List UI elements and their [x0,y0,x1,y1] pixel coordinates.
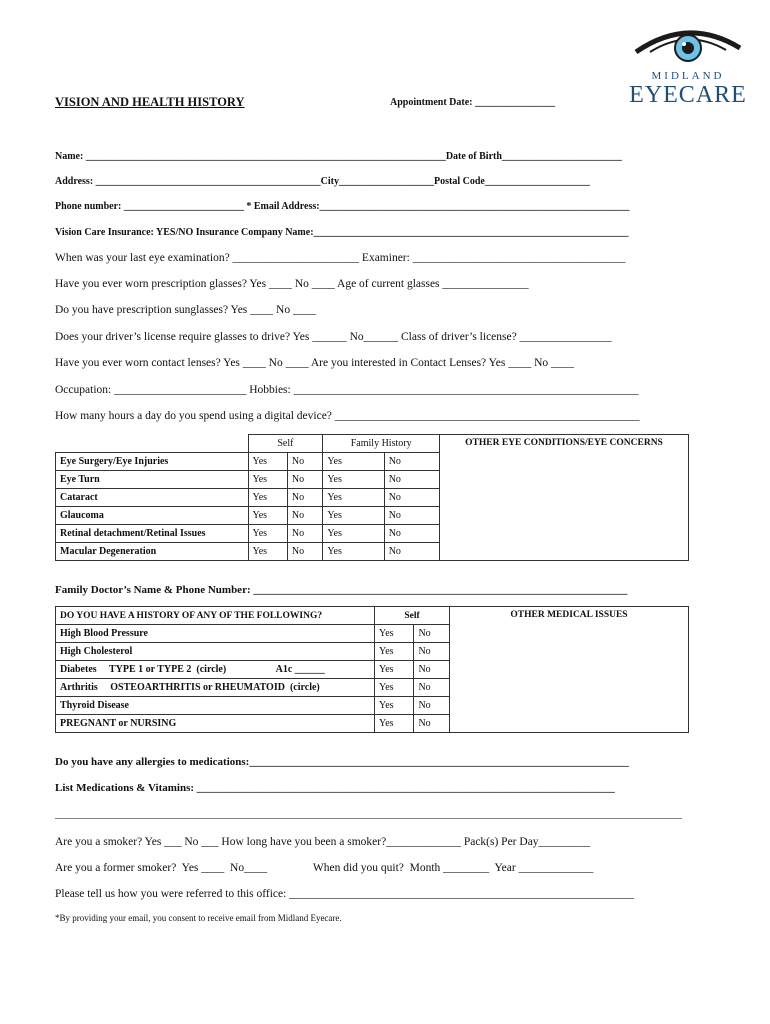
self-yes-option[interactable]: Yes [248,471,287,489]
history-question-header: DO YOU HAVE A HISTORY OF ANY OF THE FOLLOWING? [56,607,375,625]
medical-condition-label: High Blood Pressure [56,625,375,643]
medical-condition-label: Diabetes TYPE 1 or TYPE 2 (circle) A1c ______ [56,661,375,679]
other-eye-conditions-header: OTHER EYE CONDITIONS/EYE CONCERNS [465,438,663,448]
referral-field[interactable]: Please tell us how you were referred to this office: ____________________________________________________________ [55,888,635,900]
family-history-header: Family History [323,435,440,453]
condition-label: Cataract [56,489,249,507]
condition-label: Eye Turn [56,471,249,489]
family-yes-option[interactable]: Yes [323,525,384,543]
self-no-option[interactable]: No [287,525,322,543]
self-no-option[interactable]: No [287,471,322,489]
self-no-option[interactable]: No [414,625,450,643]
contacts-question[interactable]: Have you ever worn contact lenses? Yes ____ No ____ Are you interested in Contact Lenses? Yes ____ No ____ [55,357,575,369]
digital-device-question[interactable]: How many hours a day do you spend using a digital device? _____________________________________________________ [55,410,640,422]
occupation-field[interactable]: Occupation: _______________________ Hobbies: ____________________________________________________________ [55,384,639,396]
former-smoker-question[interactable]: Are you a former smoker? Yes ____ No____ When did you quit? Month ________ Year _____________ [55,862,594,874]
medical-history-table [55,606,689,733]
drivers-license-question[interactable]: Does your driver’s license require glasses to drive? Yes ______ No______ Class of driver’s license? ________________ [55,331,612,343]
email-consent-footnote: *By providing your email, you consent to receive email from Midland Eyecare. [55,913,342,923]
name-field[interactable]: Name: ________________________________________________________________________Date of Birth________________________ [55,151,622,162]
smoker-question[interactable]: Are you a smoker? Yes ___ No ___ How long have you been a smoker?_____________ Pack(s) Per Day_________ [55,836,591,848]
family-yes-option[interactable]: Yes [323,507,384,525]
self-yes-option[interactable]: Yes [375,715,414,733]
eye-conditions-table [55,434,689,561]
other-eye-conditions-box[interactable] [440,435,689,561]
page-title: VISION AND HEALTH HISTORY [55,95,245,109]
medical-condition-label: Arthritis OSTEOARTHRITIS or RHEUMATOID (circle) [56,679,375,697]
glasses-question[interactable]: Have you ever worn prescription glasses? Yes ____ No ____ Age of current glasses _______________ [55,278,529,290]
eye-icon [628,22,748,70]
condition-label: Eye Surgery/Eye Injuries [56,453,249,471]
self-yes-option[interactable]: Yes [248,543,287,561]
family-doctor-field[interactable]: Family Doctor’s Name & Phone Number: ____________________________________________________________________ [55,584,628,596]
self-yes-option[interactable]: Yes [375,679,414,697]
family-no-option[interactable]: No [384,543,439,561]
family-yes-option[interactable]: Yes [323,489,384,507]
self-no-option[interactable]: No [414,715,450,733]
self-yes-option[interactable]: Yes [375,625,414,643]
condition-label: Retinal detachment/Retinal Issues [56,525,249,543]
self-yes-option[interactable]: Yes [375,661,414,679]
self-no-option[interactable]: No [287,543,322,561]
family-no-option[interactable]: No [384,489,439,507]
self-header: Self [248,435,323,453]
self-yes-option[interactable]: Yes [248,507,287,525]
medical-condition-label: High Cholesterol [56,643,375,661]
self-yes-option[interactable]: Yes [248,525,287,543]
self-no-option[interactable]: No [287,507,322,525]
medications-continued-field[interactable]: __________________________________________________________________________________________________________________ [55,808,682,820]
family-no-option[interactable]: No [384,507,439,525]
medical-condition-label: Thyroid Disease [56,697,375,715]
medical-condition-label: PREGNANT or NURSING [56,715,375,733]
self-no-option[interactable]: No [287,489,322,507]
self-yes-option[interactable]: Yes [248,453,287,471]
self-no-option[interactable]: No [414,679,450,697]
self-yes-option[interactable]: Yes [375,643,414,661]
midland-eyecare-logo [628,22,748,112]
family-yes-option[interactable]: Yes [323,453,384,471]
phone-field[interactable]: Phone number: ________________________ * Email Address:______________________________________________________________ [55,201,630,212]
sunglasses-question[interactable]: Do you have prescription sunglasses? Yes ____ No ____ [55,304,316,316]
family-no-option[interactable]: No [384,453,439,471]
family-yes-option[interactable]: Yes [323,543,384,561]
address-field[interactable]: Address: _____________________________________________City___________________Postal Code_____________________ [55,176,590,187]
self-no-option[interactable]: No [287,453,322,471]
self-no-option[interactable]: No [414,661,450,679]
self-yes-option[interactable]: Yes [248,489,287,507]
insurance-field[interactable]: Vision Care Insurance: YES/NO Insurance Company Name:_______________________________________________________________ [55,227,629,238]
logo-midland-text: MIDLAND [651,70,725,82]
self-no-option[interactable]: No [414,643,450,661]
last-exam-field[interactable]: When was your last eye examination? ______________________ Examiner: _____________________________________ [55,252,626,264]
other-medical-issues-box[interactable] [450,607,689,733]
allergies-field[interactable]: Do you have any allergies to medications:_____________________________________________________________________ [55,756,629,768]
medications-field[interactable]: List Medications & Vitamins: ____________________________________________________________________________ [55,782,615,794]
self-yes-option[interactable]: Yes [375,697,414,715]
family-no-option[interactable]: No [384,525,439,543]
condition-label: Macular Degeneration [56,543,249,561]
self-no-option[interactable]: No [414,697,450,715]
other-medical-issues-header: OTHER MEDICAL ISSUES [510,610,628,620]
self-header: Self [375,607,450,625]
condition-label: Glaucoma [56,507,249,525]
family-no-option[interactable]: No [384,471,439,489]
family-yes-option[interactable]: Yes [323,471,384,489]
logo-eyecare-text: EYECARE [629,82,747,108]
appointment-date-field[interactable]: Appointment Date: ________________ [390,97,555,108]
